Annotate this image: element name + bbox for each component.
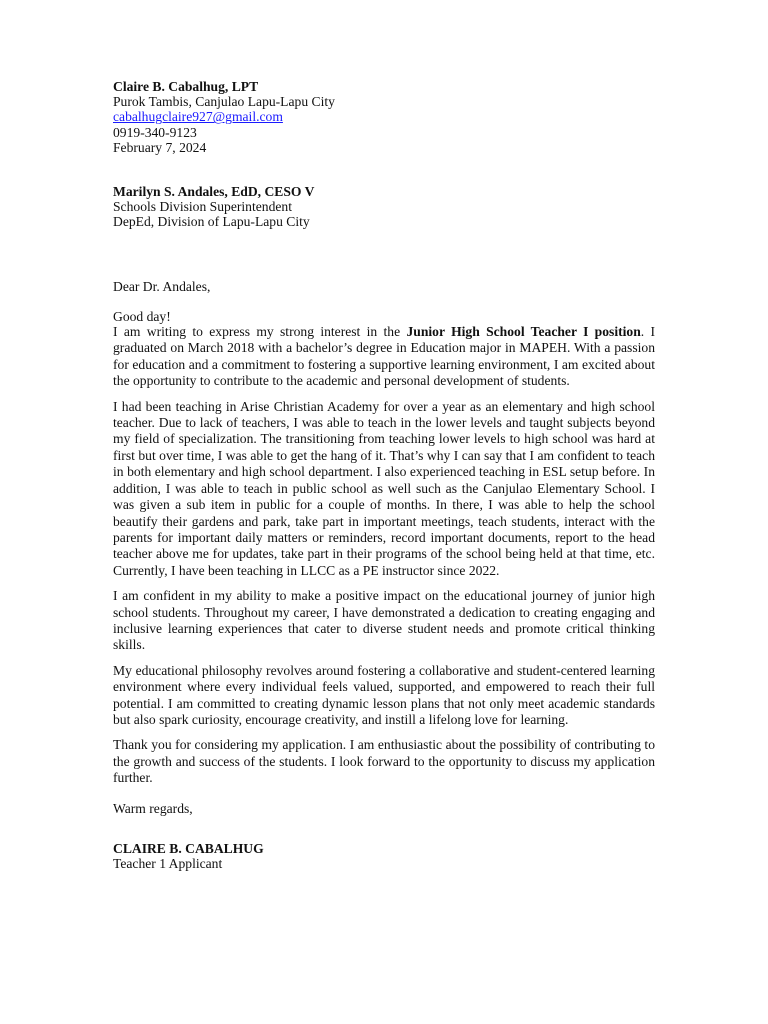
intro-text-start: I am writing to express my strong interest in the xyxy=(113,324,407,340)
letter-date: February 7, 2024 xyxy=(113,139,207,155)
recipient-title: Schools Division Superintendent xyxy=(113,199,292,215)
thank-you-paragraph: Thank you for considering my application. I am enthusiastic about the possibility of contributing to the growth and success of the students. I look forward to the opportunity to discuss my application further. xyxy=(113,737,655,786)
signature-name: CLAIRE B. CABALHUG xyxy=(113,840,264,856)
recipient-name: Marilyn S. Andales, EdD, CESO V xyxy=(113,184,315,200)
confidence-paragraph: I am confident in my ability to make a positive impact on the educational journey of junior high school students. Throughout my career, I have demonstrated a dedication to creating engaging and inclusive learning experiences that cater to diverse student needs and promote critical thinking skills. xyxy=(113,588,655,653)
closing: Warm regards, xyxy=(113,800,193,816)
recipient-office: DepEd, Division of Lapu-Lapu City xyxy=(113,214,310,230)
greeting: Good day! xyxy=(113,308,171,324)
signature-role: Teacher 1 Applicant xyxy=(113,855,223,871)
sender-block xyxy=(113,79,655,155)
experience-paragraph: I had been teaching in Arise Christian Academy for over a year as an elementary and high school teacher. Due to lack of teachers, I was able to teach in the lower levels and taught subjects beyond my field of specialization. The transitioning from teaching lower levels to high school was hard at first but over time, I was able to get the hang of it. That’s why I can say that I am confident to teach in both elementary and high school department. I also experienced teaching in ESL setup before. In addition, I was able to teach in public school as well such as the Canjulao Elementary School. I was given a sub item in public for a couple of months. In there, I was able to help the school beautify their gardens and park, take part in important meetings, teach students, interact with the parents for important daily matters or reminders, record important documents, report to the head teacher above me for updates, take part in their programs of the school being held at that time, etc. Currently, I have been teaching in LLCC as a PE instructor since 2022. xyxy=(113,398,655,578)
cover-letter xyxy=(113,79,655,871)
sender-phone: 0919-340-9123 xyxy=(113,124,197,140)
sender-name: Claire B. Cabalhug, LPT xyxy=(113,79,259,94)
philosophy-paragraph: My educational philosophy revolves around fostering a collaborative and student-centered learning environment where every individual feels valued, supported, and empowered to reach their full potential. I am committed to creating dynamic lesson plans that not only meet academic standards but also spark curiosity, encourage creativity, and instill a lifelong love for learning. xyxy=(113,662,655,727)
recipient-block xyxy=(113,184,655,230)
position-title: Junior High School Teacher I position xyxy=(406,324,641,340)
signature-block xyxy=(113,841,655,871)
intro-paragraph xyxy=(113,324,655,390)
sender-address: Purok Tambis, Canjulao Lapu-Lapu City xyxy=(113,94,335,110)
salutation: Dear Dr. Andales, xyxy=(113,278,211,294)
intro-text-end: . I graduated on March 2018 with a bachelor’s degree in Education major in MAPEH. With a passion for education and a commitment to fostering a supportive learning environment, I am excited about the opportunity to contribute to the academic and personal development of students. xyxy=(113,324,656,389)
sender-email-link[interactable]: cabalhugclaire927@gmail.com xyxy=(113,109,283,125)
